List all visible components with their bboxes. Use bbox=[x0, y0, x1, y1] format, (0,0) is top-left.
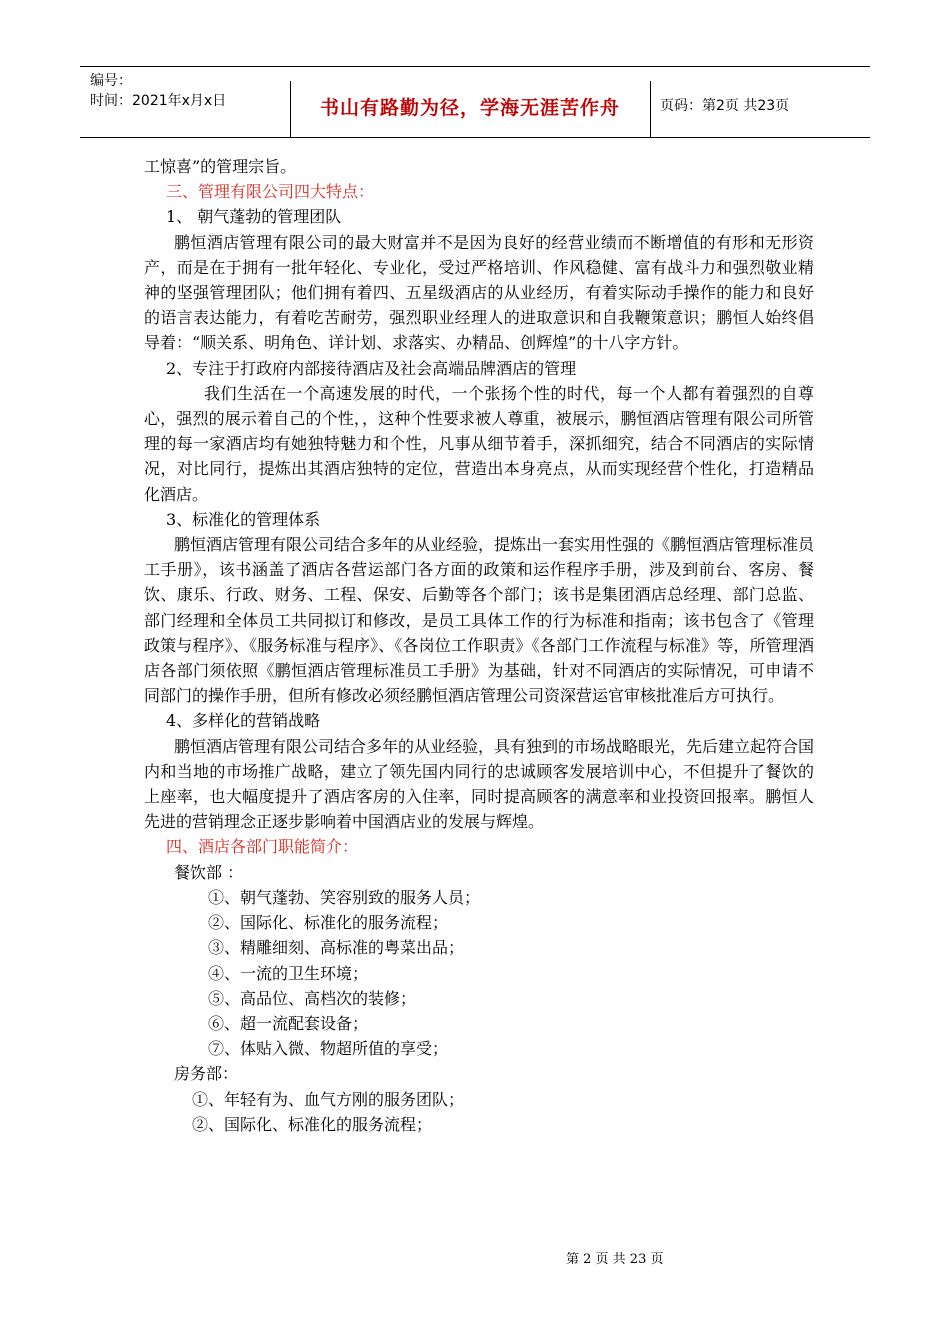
subsection-title: 2、专注于打政府内部接待酒店及社会高端品牌酒店的管理 bbox=[166, 358, 577, 378]
header-page-info: 页码：第2页 共23页 bbox=[660, 98, 790, 114]
paragraph: 工惊喜”的管理宗旨。 bbox=[144, 157, 297, 176]
header-motto: 书山有路勤为径，学海无涯苦作舟 bbox=[319, 97, 620, 119]
document-body bbox=[144, 154, 814, 1137]
paragraph: 鹏恒酒店管理有限公司的最大财富并不是因为良好的经营业绩而不断增值的有形和无形资产，而是在于拥有一批年轻化、专业化，受过严格培训、作风稳健、富有战斗力和强烈敬业精神的坚强管理团队；他们拥有着四、五星级酒店的从业经历，有着实际动手操作的能力和良好的语言表达能力，有着吃苦耐劳，强烈职业经理人的进取意识和自我鞭策意识；鹏恒人始终倡导着：“顺关系、明角色、详计划、求落实、办精品、创辉煌”的十八字方针。 bbox=[144, 232, 814, 353]
page-header bbox=[80, 66, 870, 138]
list-item: ④、一流的卫生环境； bbox=[208, 963, 369, 983]
subsection-title: 3、标准化的管理体系 bbox=[166, 509, 321, 529]
list-item: ⑥、超一流配套设备； bbox=[208, 1013, 369, 1033]
section-heading: 四、酒店各部门职能简介： bbox=[166, 837, 359, 857]
header-date: 时间：2021年x月x日 bbox=[90, 93, 227, 109]
list-item: ⑦、体贴入微、物超所值的享受； bbox=[208, 1039, 449, 1059]
subsection-title: 1、 朝气蓬勃的管理团队 bbox=[166, 207, 342, 227]
header-divider bbox=[650, 81, 651, 137]
page-footer: 第 2 页 共 23 页 bbox=[566, 1252, 664, 1267]
list-item: ②、国际化、标准化的服务流程； bbox=[192, 1114, 433, 1134]
list-item: ②、国际化、标准化的服务流程； bbox=[208, 913, 449, 933]
header-number: 编号： bbox=[90, 73, 132, 89]
list-item: ①、年轻有为、血气方刚的服务团队； bbox=[192, 1089, 465, 1109]
paragraph: 鹏恒酒店管理有限公司结合多年的从业经验，具有独到的市场战略眼光，先后建立起符合国内和当地的市场推广战略，建立了领先国内同行的忠诚顾客发展培训中心，不但提升了餐饮的上座率，也大幅度提升了酒店客房的入住率，同时提高顾客的满意率和业投资回报率。鹏恒人先进的营销理念正逐步影响着中国酒店业的发展与辉煌。 bbox=[144, 736, 815, 832]
section-heading: 三、管理有限公司四大特点： bbox=[166, 182, 375, 202]
paragraph: 我们生活在一个高速发展的时代，一个张扬个性的时代，每一个人都有着强烈的自尊心，强烈的展示着自己的个性，，这种个性要求被人尊重，被展示，鹏恒酒店管理有限公司所管理的每一家酒店均有她独特魅力和个性，凡事从细节着手，深抓细究，结合不同酒店的实际情况，对比同行，提炼出其酒店独特的定位，营造出本身亮点，从而实现经营个性化，打造精品化酒店。 bbox=[144, 383, 814, 504]
list-item: ③、精雕细刻、高标准的粤菜出品； bbox=[208, 938, 465, 958]
header-meta bbox=[90, 71, 226, 111]
list-item: ①、朝气蓬勃、笑容别致的服务人员； bbox=[208, 887, 481, 907]
subsection-title: 4、多样化的营销战略 bbox=[166, 711, 321, 731]
list-item: ⑤、高品位、高档次的装修； bbox=[208, 988, 417, 1008]
department-title: 餐饮部 ： bbox=[174, 862, 244, 882]
header-divider bbox=[290, 81, 291, 137]
paragraph: 鹏恒酒店管理有限公司结合多年的从业经验，提炼出一套实用性强的《鹏恒酒店管理标准员工手册》，该书涵盖了酒店各营运部门各方面的政策和运作程序手册，涉及到前台、客房、餐饮、康乐、行政、财务、工程、保安、后勤等各个部门；该书是集团酒店总经理、部门总监、部门经理和全体员工共同拟订和修改，是员工具体工作的行为标准和指南；该书包含了《管理政策与程序》、《服务标准与程序》、《各岗位工作职责》《各部门工作流程与标准》等，所管理酒店各部门须依照《鹏恒酒店管理标准员工手册》为基础，针对不同酒店的实际情况，可申请不同部门的操作手册，但所有修改必须经鹏恒酒店管理公司资深营运官审核批准后方可执行。 bbox=[144, 535, 815, 706]
department-title: 房务部： bbox=[174, 1064, 239, 1084]
